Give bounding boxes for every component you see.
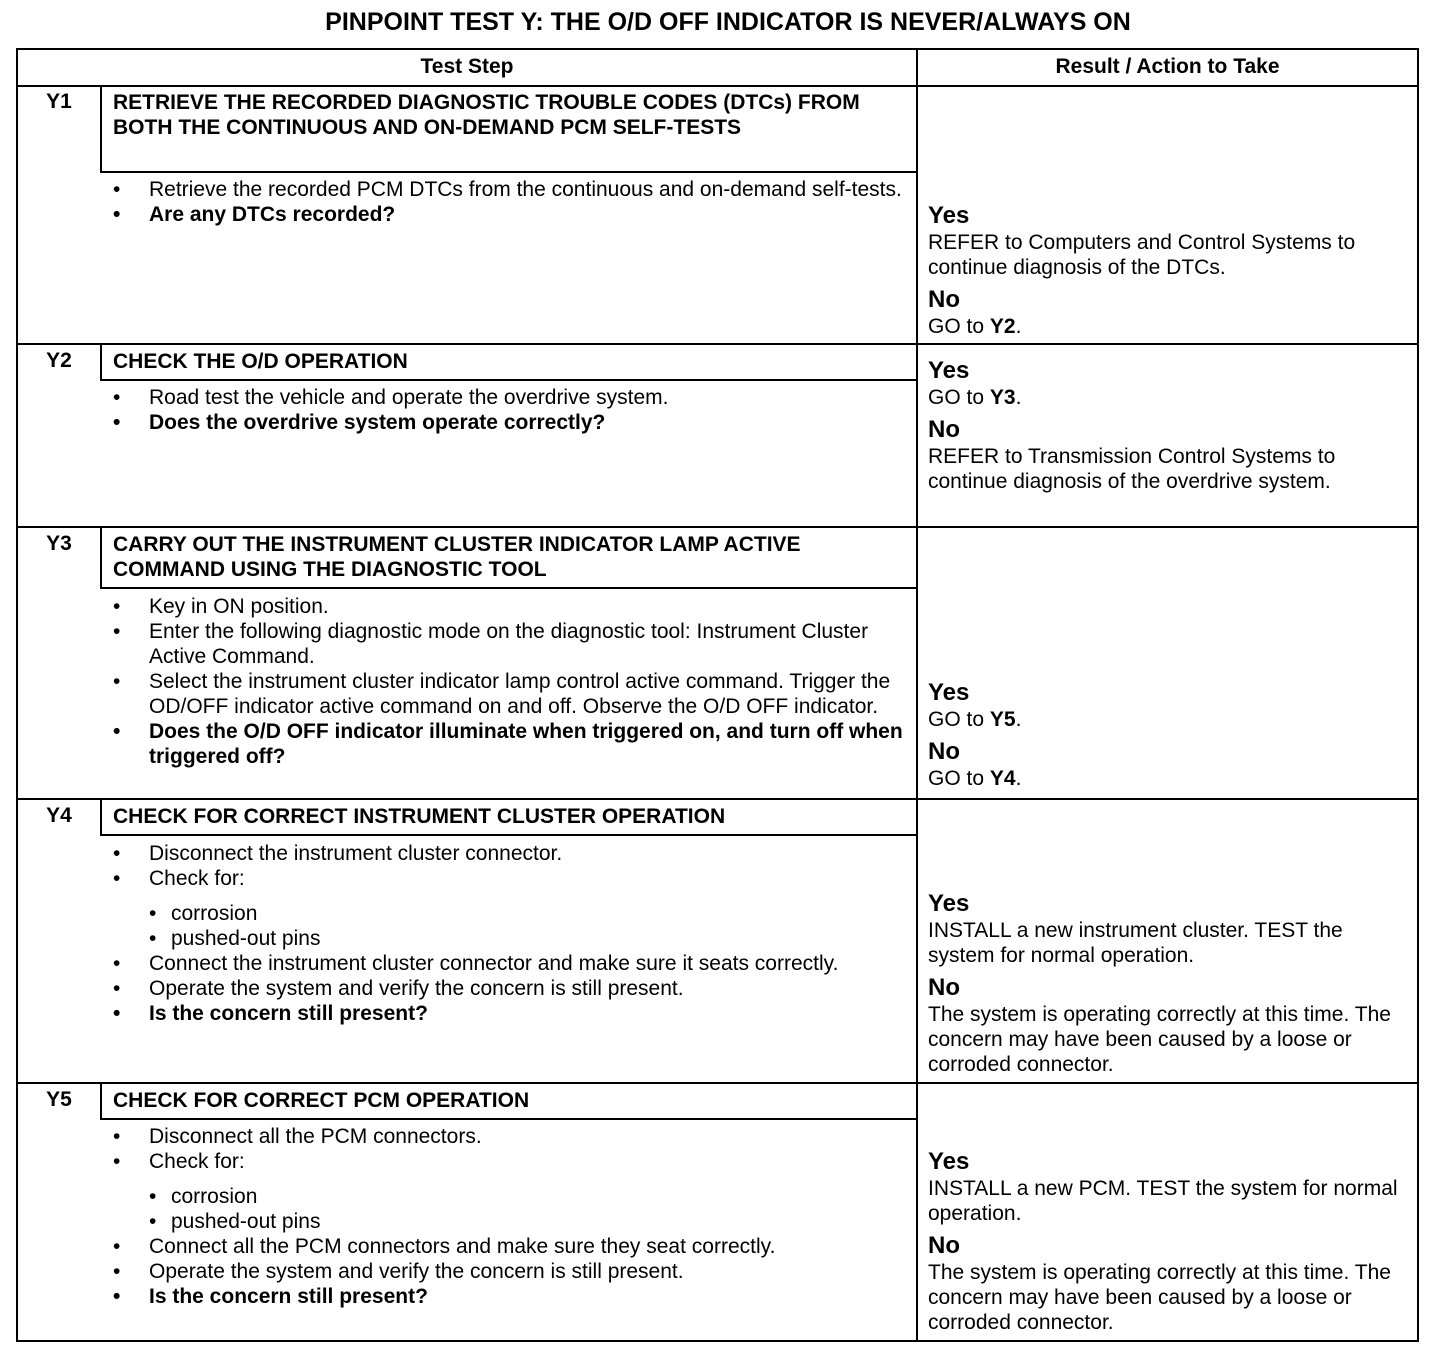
result-block	[928, 357, 1413, 500]
header-result: Result / Action to Take	[1055, 55, 1280, 78]
result-block	[928, 202, 1413, 345]
row-divider	[100, 834, 917, 836]
bullet-item: • Retrieve the recorded PCM DTCs from the continuous and on-demand self-tests.	[113, 177, 903, 202]
step-title: CHECK THE O/D OPERATION	[113, 350, 408, 373]
row-divider	[100, 587, 917, 589]
yes-action: INSTALL a new PCM. TEST the system for normal operation.	[928, 1177, 1398, 1225]
page-title: PINPOINT TEST Y: THE O/D OFF INDICATOR IS NEVER/ALWAYS ON	[325, 8, 1131, 36]
step-title: CHECK FOR CORRECT INSTRUMENT CLUSTER OPERATION	[113, 805, 726, 828]
result-block	[928, 1148, 1413, 1341]
bullet-item: • Operate the system and verify the concern is still present.	[113, 976, 903, 1001]
yes-action: GO to Y5.	[928, 708, 1022, 731]
row-divider	[100, 1118, 917, 1120]
column-divider	[916, 48, 918, 1342]
header-divider	[16, 85, 1419, 87]
step-id: Y5	[46, 1088, 72, 1111]
step-bullets	[113, 385, 903, 435]
row-divider	[16, 526, 1419, 528]
step-bullets	[113, 841, 903, 1026]
sub-item: • pushed-out pins	[149, 926, 903, 951]
step-id: Y3	[46, 532, 72, 555]
no-label: No	[928, 974, 960, 1001]
yes-action: REFER to Computers and Control Systems to continue diagnosis of the DTCs.	[928, 231, 1356, 279]
no-label: No	[928, 286, 960, 313]
step-id: Y2	[46, 349, 72, 372]
bullet-item: • Operate the system and verify the concern is still present.	[113, 1259, 903, 1284]
yes-label: Yes	[928, 357, 970, 384]
no-action: The system is operating correctly at this time. The concern may have been caused by a loose or corroded connector.	[928, 1261, 1391, 1334]
row-divider	[100, 379, 917, 381]
header-test-step: Test Step	[420, 55, 514, 78]
yes-label: Yes	[928, 679, 970, 706]
result-block	[928, 890, 1413, 1083]
goto-target: Y2	[989, 315, 1016, 338]
bullet-question: • Does the overdrive system operate correctly?	[113, 410, 903, 435]
sub-list	[149, 1184, 903, 1234]
sub-item: • corrosion	[149, 901, 903, 926]
bullet-item: • Select the instrument cluster indicator lamp control active command. Trigger the OD/OFF indicator active command on and off. Observe the O/D OFF indicator.	[113, 669, 903, 719]
no-label: No	[928, 1232, 960, 1259]
bullet-item: • Check for: • corrosion • pushed-out pins	[113, 866, 903, 951]
no-action: REFER to Transmission Control Systems to continue diagnosis of the overdrive system.	[928, 445, 1336, 493]
sub-item: • pushed-out pins	[149, 1209, 903, 1234]
no-action: The system is operating correctly at this time. The concern may have been caused by a loose or corroded connector.	[928, 1003, 1391, 1076]
bullet-question: • Does the O/D OFF indicator illuminate when triggered on, and turn off when triggered off?	[113, 719, 903, 769]
step-bullets	[113, 1124, 903, 1309]
bullet-item: • Connect the instrument cluster connector and make sure it seats correctly.	[113, 951, 903, 976]
goto-target: Y5	[989, 708, 1016, 731]
bullet-item: • Connect all the PCM connectors and make sure they seat correctly.	[113, 1234, 903, 1259]
yes-label: Yes	[928, 1148, 970, 1175]
step-title: CHECK FOR CORRECT PCM OPERATION	[113, 1089, 530, 1112]
bullet-item: • Disconnect all the PCM connectors.	[113, 1124, 903, 1149]
no-action: GO to Y2.	[928, 315, 1022, 338]
yes-label: Yes	[928, 890, 970, 917]
bullet-item: • Road test the vehicle and operate the overdrive system.	[113, 385, 903, 410]
yes-label: Yes	[928, 202, 970, 229]
goto-target: Y3	[989, 386, 1016, 409]
no-label: No	[928, 416, 960, 443]
bullet-question: • Are any DTCs recorded?	[113, 202, 903, 227]
no-action: GO to Y4.	[928, 767, 1022, 790]
no-label: No	[928, 738, 960, 765]
bullet-question: • Is the concern still present?	[113, 1001, 903, 1026]
step-title: CARRY OUT THE INSTRUMENT CLUSTER INDICATOR LAMP ACTIVE COMMAND USING THE DIAGNOSTIC TOOL	[113, 533, 801, 581]
sub-list	[149, 901, 903, 951]
row-divider	[100, 171, 917, 173]
yes-action: INSTALL a new instrument cluster. TEST the system for normal operation.	[928, 919, 1343, 967]
step-bullets	[113, 594, 903, 769]
bullet-item: • Disconnect the instrument cluster connector.	[113, 841, 903, 866]
step-id: Y1	[46, 90, 72, 113]
bullet-question: • Is the concern still present?	[113, 1284, 903, 1309]
step-id: Y4	[46, 804, 72, 827]
yes-action: GO to Y3.	[928, 386, 1022, 409]
step-title: RETRIEVE THE RECORDED DIAGNOSTIC TROUBLE CODES (DTCs) FROM BOTH THE CONTINUOUS AND ON-DEMAND PCM SELF-TESTS	[113, 91, 860, 139]
bullet-item: • Enter the following diagnostic mode on the diagnostic tool: Instrument Cluster Active Command.	[113, 619, 903, 669]
result-block	[928, 679, 1413, 797]
goto-target: Y4	[989, 767, 1016, 790]
bullet-item: • Key in ON position.	[113, 594, 903, 619]
sub-item: • corrosion	[149, 1184, 903, 1209]
row-divider	[16, 798, 1419, 800]
bullet-item: • Check for: • corrosion • pushed-out pins	[113, 1149, 903, 1234]
step-bullets	[113, 177, 903, 227]
